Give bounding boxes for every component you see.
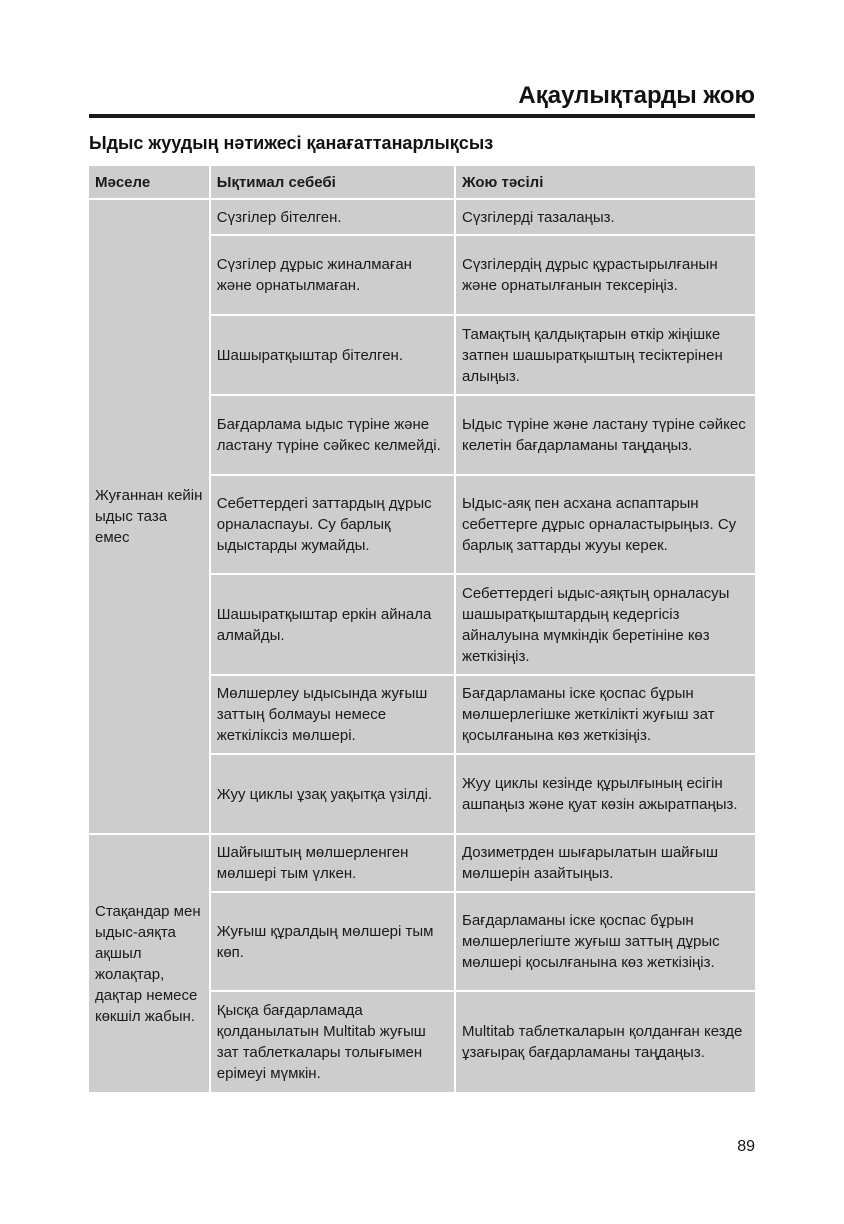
cause-cell: Бағдарлама ыдыс түріне және ластану түріне сәйкес келмейді.: [211, 396, 456, 476]
column-header-remedy: Жою тәсілі: [456, 166, 755, 200]
remedy-cell: Сүзгілердің дұрыс құрастырылғанын және орнатылғанын тексеріңіз.: [456, 236, 755, 316]
remedy-cell: Бағдарламаны іске қоспас бұрын мөлшерлегішке жеткілікті жуғыш зат қосылғанына көз жеткізіңіз.: [456, 676, 755, 755]
table-row: [89, 200, 755, 236]
cause-cell: Шашыратқыштар бітелген.: [211, 316, 456, 396]
remedy-cell: Сүзгілерді тазалаңыз.: [456, 200, 755, 236]
remedy-cell: Себеттердегі ыдыс-аяқтың орналасуы шашыратқыштардың кедергісіз айналуына мүмкіндік беретініне көз жеткізіңіз.: [456, 575, 755, 676]
page-number: 89: [737, 1138, 755, 1155]
cause-cell: Қысқа бағдарламада қолданылатын Multitab жуғыш зат таблеткалары толығымен ерімеуі мүмкін.: [211, 992, 456, 1094]
table-header-row: [89, 166, 755, 200]
problem-cell: Стақандар мен ыдыс-аяқта ақшыл жолақтар, дақтар немесе көкшіл жабын.: [89, 835, 211, 1094]
cause-cell: Жуғыш құралдың мөлшері тым көп.: [211, 893, 456, 992]
remedy-cell: Жуу циклы кезінде құрылғының есігін ашпаңыз және қуат көзін ажыратпаңыз.: [456, 755, 755, 835]
remedy-cell: Ыдыс-аяқ пен асхана аспаптарын себеттерге дұрыс орналастырыңыз. Су барлық заттарды жууы керек.: [456, 476, 755, 575]
cause-cell: Жуу циклы ұзақ уақытқа үзілді.: [211, 755, 456, 835]
remedy-cell: Бағдарламаны іске қоспас бұрын мөлшерлегіште жуғыш заттың дұрыс мөлшері қосылғанына көз жеткізіңіз.: [456, 893, 755, 992]
problem-cell: Жуғаннан кейін ыдыс таза емес: [89, 200, 211, 835]
column-header-cause: Ықтимал себебі: [211, 166, 456, 200]
header-rule: [89, 114, 755, 118]
cause-cell: Сүзгілер бітелген.: [211, 200, 456, 236]
troubleshooting-table: [89, 166, 755, 1094]
section-title: Ыдыс жуудың нәтижесі қанағаттанарлықсыз: [89, 133, 494, 153]
remedy-cell: Дозиметрден шығарылатын шайғыш мөлшерін азайтыңыз.: [456, 835, 755, 893]
table-row: [89, 835, 755, 893]
remedy-cell: Тамақтың қалдықтарын өткір жіңішке затпен шашыратқыштың тесіктерінен алыңыз.: [456, 316, 755, 396]
remedy-cell: Ыдыс түріне және ластану түріне сәйкес келетін бағдарламаны таңдаңыз.: [456, 396, 755, 476]
cause-cell: Себеттердегі заттардың дұрыс орналаспауы. Су барлық ыдыстарды жумайды.: [211, 476, 456, 575]
cause-cell: Шайғыштың мөлшерленген мөлшері тым үлкен.: [211, 835, 456, 893]
column-header-problem: Мәселе: [89, 166, 211, 200]
remedy-cell: Multitab таблеткаларын қолданған кезде ұзағырақ бағдарламаны таңдаңыз.: [456, 992, 755, 1094]
chapter-title: Ақаулықтарды жою: [518, 82, 755, 109]
cause-cell: Сүзгілер дұрыс жиналмаған және орнатылмаған.: [211, 236, 456, 316]
cause-cell: Шашыратқыштар еркін айнала алмайды.: [211, 575, 456, 676]
cause-cell: Мөлшерлеу ыдысында жуғыш заттың болмауы немесе жеткіліксіз мөлшері.: [211, 676, 456, 755]
